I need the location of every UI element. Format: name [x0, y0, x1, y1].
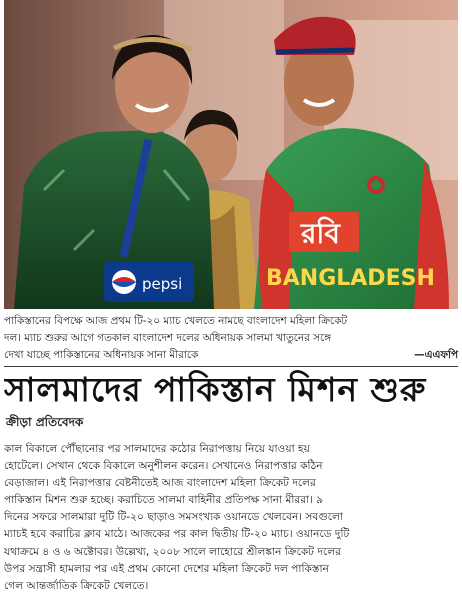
news-photo — [4, 0, 458, 309]
body-line: গেল আন্তর্জাতিক ক্রিকেট খেলতে। — [4, 579, 149, 592]
bangladesh-crest — [367, 176, 385, 194]
photo-credit: —এএফপি — [414, 349, 458, 361]
byline: ক্রীড়া প্রতিবেদক — [6, 415, 84, 429]
divider — [4, 366, 458, 367]
caption-line: দল। ম্যাচ শুরুর আগে গতকাল বাংলাদেশ দলের অধিনায়ক সালমা খাতুনের সঙ্গে — [4, 332, 332, 344]
article-body — [4, 441, 458, 595]
body-line: বেড়াজাল। এই নিরাপত্তার বেষ্টনীতেই আজ বাংলাদেশ মহিলা ক্রিকেট দলের — [4, 477, 316, 490]
body-line: ম্যাচই হবে করাচির ক্লাব মাঠে। আজকের পর কাল দ্বিতীয় টি-২০ ম্যাচ। ওয়ানডে দুটি — [4, 528, 350, 541]
body-line: উপর সন্ত্রাসী হামলার পর এই প্রথম কোনো দেশের মহিলা ক্রিকেট দল পাকিস্তান — [4, 562, 329, 575]
caption-line: দেখা যাচ্ছে পাকিস্তানের অধিনায়ক সানা মীরাকে — [4, 349, 199, 361]
caption-line: পাকিস্তানের বিপক্ষে আজ প্রথম টি-২০ ম্যাচ খেলতে নামছে বাংলাদেশ মহিলা ক্রিকেট — [4, 315, 348, 327]
photo-illustration — [4, 0, 458, 309]
jersey-text: BANGLADESH — [266, 266, 435, 291]
body-line: দিনের সফরে সালমারা দুটি টি-২০ ছাড়াও সমসংখ্যক ওয়ানডে খেলবেন। সবগুলো — [4, 511, 343, 524]
body-line: পাকিস্তান মিশন শুরু হচ্ছে। করাচিতে সালমা বাহিনীর প্রতিপক্ষ সানা মীররা। ৯ — [4, 494, 324, 507]
svg-text:pepsi: pepsi — [142, 275, 183, 293]
photo-caption — [4, 313, 458, 364]
body-line: কাল বিকালে পৌঁছানোর পর সালমাদের কঠোর নিরাপত্তায় নিয়ে যাওয়া হয় — [4, 443, 310, 455]
svg-text:রবি: রবি — [301, 217, 340, 250]
pepsi-logo — [104, 262, 194, 302]
body-line: যথাক্রমে ৪ ও ৬ অক্টোবর। উল্লেখ্য, ২০০৮ সালে লাহোরে শ্রীলঙ্কান ক্রিকেট দলের — [4, 545, 341, 558]
caption-last-line — [4, 347, 458, 364]
headline: সালমাদের পাকিস্তান মিশন শুরু — [4, 370, 427, 409]
body-line: হোটেলে। সেখান থেকে বিকালে অনুশীলন করেন। সেখানেও নিরাপত্তার কঠিন — [4, 460, 323, 473]
